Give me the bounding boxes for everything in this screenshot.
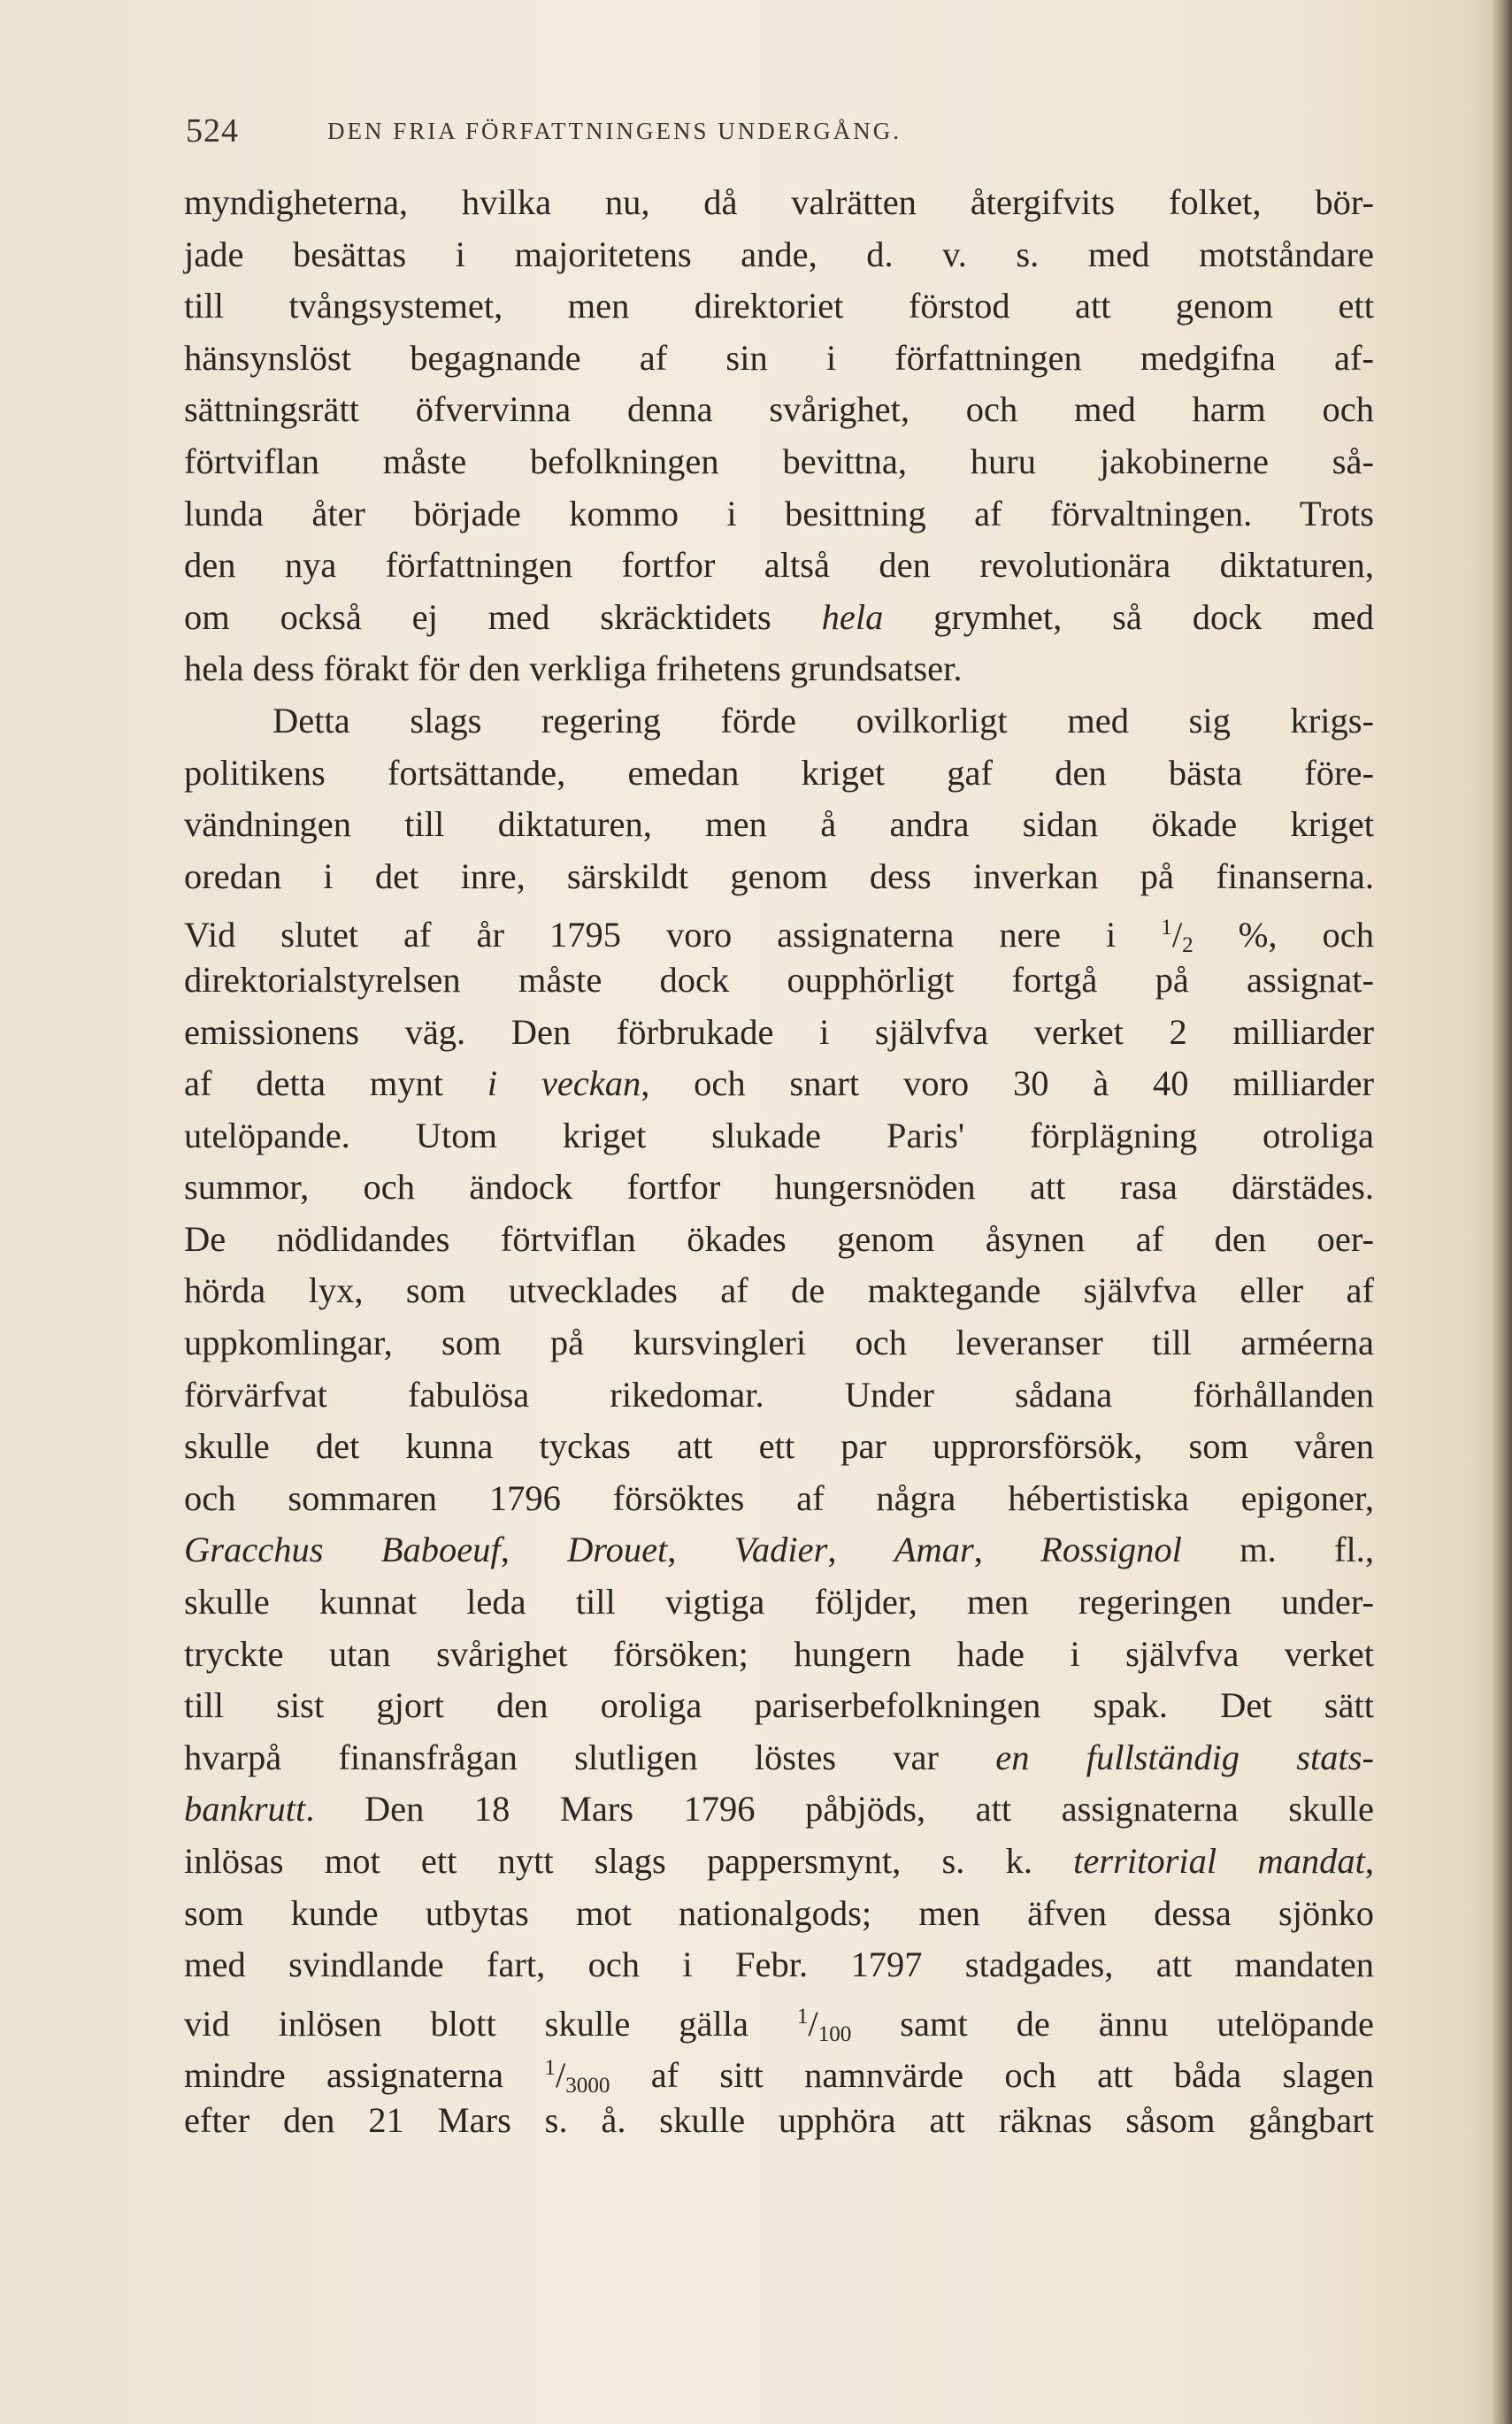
fraction-denominator: 3000: [565, 2074, 610, 2098]
italic-run: territorial mandat: [1073, 1841, 1365, 1881]
body-text: [184, 177, 1374, 2147]
text-line: den nya författningen fortfor altså den revolutionära diktaturen,: [184, 545, 1374, 586]
text-run: af detta mynt: [184, 1063, 487, 1104]
page-header: [186, 104, 1385, 157]
fraction-numerator: 1: [1161, 916, 1172, 940]
text-line: skulle det kunna tyckas att ett par upprorsförsök, som våren: [184, 1426, 1374, 1467]
text-line: förtviflan måste befolkningen bevittna, huru jakobinerne så-: [184, 441, 1374, 481]
text-run: om också ej med skräcktidets: [184, 596, 822, 637]
text-line: summor, och ändock fortfor hungersnöden att rasa därstädes.: [184, 1167, 1374, 1208]
page-number: 524: [186, 112, 239, 150]
text-line: [184, 1732, 1374, 1784]
italic-run: i veckan: [487, 1063, 641, 1104]
text-run: %, och: [1193, 915, 1374, 955]
italic-name: Amar: [894, 1530, 974, 1570]
text-run: ,: [1364, 1841, 1374, 1881]
text-line: lunda åter började kommo i besittning af förvaltningen. Trots: [184, 493, 1374, 533]
italic-name: Gracchus Baboeuf: [184, 1530, 501, 1570]
text-run: samt de ännu utelöpande: [851, 2003, 1375, 2044]
text-line: jade besättas i majoritetens ande, d. v. s. med motståndare: [184, 234, 1374, 274]
text-line: [184, 1836, 1374, 1888]
text-line: uppkomlingar, som på kursvingleri och leveranser till arméerna: [184, 1323, 1374, 1363]
italic-name: Vadier: [733, 1530, 828, 1570]
text-run: m. fl.,: [1181, 1530, 1375, 1570]
text-run: . Den 18 Mars 1796 påbjöds, att assignaterna skulle: [305, 1789, 1374, 1830]
fraction-numerator: 1: [544, 2056, 556, 2081]
text-line: [184, 1991, 1374, 2044]
text-line: [184, 1524, 1374, 1576]
paragraph-start-line: Detta slags regering förde ovilkorligt med sig krigs-: [272, 700, 1374, 740]
text-line: och sommaren 1796 försöktes af några hébertistiska epigoner,: [184, 1477, 1374, 1518]
text-line: efter den 21 Mars s. å. skulle upphöra att räknas såsom gångbart: [184, 2099, 1374, 2140]
text-run: ,: [973, 1530, 1041, 1570]
text-run: ,: [827, 1530, 894, 1570]
text-line: hänsynslöst begagnande af sin i författningen medgifna af-: [184, 337, 1374, 378]
text-run: mindre assignaterna: [184, 2055, 545, 2096]
text-run: af sitt namnvärde och att båda slagen: [610, 2055, 1374, 2096]
fraction-denominator: 2: [1182, 933, 1193, 958]
text-run: ,: [500, 1530, 568, 1570]
text-run: hvarpå finansfrågan slutligen löstes var: [184, 1737, 996, 1777]
text-line: oredan i det inre, särskildt genom dess inverkan på finanserna.: [184, 855, 1374, 896]
running-head: DEN FRIA FÖRFATTNINGENS UNDERGÅNG.: [327, 117, 902, 144]
text-line: med svindlande fart, och i Febr. 1797 stadgades, att mandaten: [184, 1945, 1374, 1985]
text-run: , och snart voro 30 à 40 milliarder: [641, 1063, 1374, 1104]
text-line: till tvångsystemet, men direktoriet förstod att genom ett: [184, 286, 1374, 326]
italic-name: Rossignol: [1040, 1530, 1182, 1570]
fraction-slash: /: [808, 2003, 818, 2044]
text-line: [184, 1058, 1374, 1110]
text-run: Vid slutet af år 1795 voro assignaterna nere i: [184, 915, 1162, 955]
book-spine-shadow: [1493, 0, 1512, 2424]
fraction-denominator: 100: [817, 2021, 852, 2046]
text-line: De nödlidandes förtviflan ökades genom åsynen af den oer-: [184, 1218, 1374, 1259]
text-line: [184, 2043, 1374, 2098]
text-run: vid inlösen blott skulle gälla: [184, 2003, 797, 2044]
italic-name: Drouet: [567, 1530, 668, 1570]
text-line: emissionens väg. Den förbrukade i självfva verket 2 milliarder: [184, 1011, 1374, 1052]
italic-run: bankrutt: [184, 1789, 306, 1830]
text-line: [184, 1783, 1374, 1836]
text-line: tryckte utan svårighet försöken; hungern hade i självfva verket: [184, 1633, 1374, 1674]
text-line: skulle kunnat leda till vigtiga följder, men regeringen under-: [184, 1582, 1374, 1622]
text-line: [184, 592, 1374, 644]
italic-run: hela: [821, 596, 884, 637]
text-line: som kunde utbytas mot nationalgods; men äfven dessa sjönko: [184, 1892, 1374, 1933]
text-line: vändningen till diktaturen, men å andra sidan ökade kriget: [184, 804, 1374, 845]
text-run: ,: [667, 1530, 734, 1570]
text-line: sättningsrätt öfvervinna denna svårighet, och med harm och: [184, 389, 1374, 430]
text-line: till sist gjort den oroliga pariserbefolkningen spak. Det sätt: [184, 1685, 1374, 1726]
fraction-slash: /: [1171, 915, 1183, 955]
text-line: hörda lyx, som utvecklades af de maktegande självfva eller af: [184, 1270, 1374, 1311]
text-line: [184, 902, 1374, 958]
fraction-slash: /: [555, 2055, 566, 2096]
fraction-numerator: 1: [796, 2004, 809, 2029]
text-line: myndigheterna, hvilka nu, då valrätten återgifvits folket, bör-: [184, 182, 1374, 222]
text-line: politikens fortsättande, emedan kriget gaf den bästa före-: [184, 752, 1374, 793]
text-run: inlösas mot ett nytt slags pappersmynt, s. k.: [184, 1841, 1074, 1881]
text-run: grymhet, så dock med: [883, 596, 1374, 637]
italic-run: en fullständig stats-: [995, 1737, 1374, 1777]
text-line: direktorialstyrelsen måste dock oupphörligt fortgå på assignat-: [184, 959, 1374, 1000]
text-line: hela dess förakt för den verkliga frihetens grundsatser.: [184, 648, 963, 689]
text-line: förvärfvat fabulösa rikedomar. Under sådana förhållanden: [184, 1374, 1374, 1415]
text-line: utelöpande. Utom kriget slukade Paris' förplägning otroliga: [184, 1115, 1374, 1155]
